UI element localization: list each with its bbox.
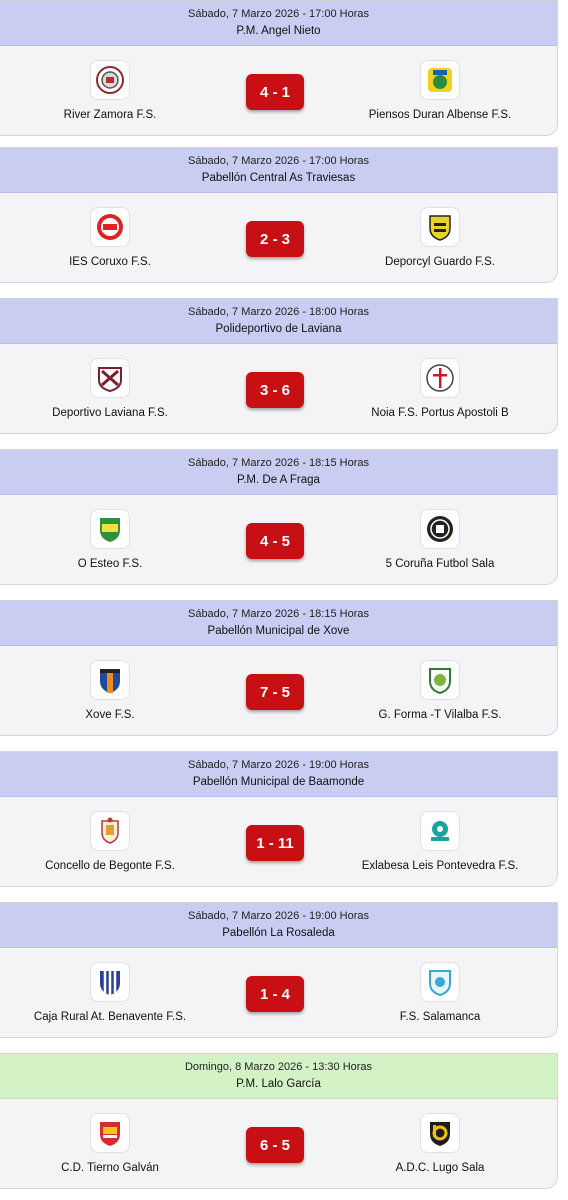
esteo-crest-icon bbox=[90, 509, 130, 549]
salamanca-crest-icon bbox=[420, 962, 460, 1002]
home-team-name: C.D. Tierno Galván bbox=[61, 1162, 159, 1174]
home-team-name: O Esteo F.S. bbox=[77, 558, 143, 570]
match-header bbox=[0, 903, 557, 948]
away-team[interactable] bbox=[325, 1113, 555, 1174]
match-header bbox=[0, 1054, 557, 1099]
match-card[interactable] bbox=[0, 902, 558, 1038]
away-team-name: Deporcyl Guardo F.S. bbox=[385, 256, 495, 268]
home-team-name: Deportivo Laviana F.S. bbox=[52, 407, 168, 419]
match-body bbox=[0, 646, 557, 736]
match-date: Sábado, 7 Marzo 2026 - 18:15 Horas bbox=[187, 608, 369, 620]
away-team-name: A.D.C. Lugo Sala bbox=[395, 1162, 485, 1174]
away-team[interactable] bbox=[325, 207, 555, 268]
match-header bbox=[0, 148, 557, 193]
home-team-name: Concello de Begonte F.S. bbox=[45, 860, 175, 872]
match-header bbox=[0, 752, 557, 797]
match-body bbox=[0, 193, 557, 283]
benavente-crest-icon bbox=[90, 962, 130, 1002]
laviana-crest-icon bbox=[90, 358, 130, 398]
away-team[interactable] bbox=[325, 358, 555, 419]
match-date: Sábado, 7 Marzo 2026 - 17:00 Horas bbox=[187, 155, 369, 167]
away-team-name: Noia F.S. Portus Apostoli B bbox=[371, 407, 509, 419]
score-badge[interactable]: 2 - 3 bbox=[246, 221, 304, 257]
match-date: Sábado, 7 Marzo 2026 - 18:15 Horas bbox=[187, 457, 369, 469]
tierno-galvan-crest-icon bbox=[90, 1113, 130, 1153]
albense-crest-icon bbox=[420, 60, 460, 100]
match-date: Sábado, 7 Marzo 2026 - 19:00 Horas bbox=[187, 759, 369, 771]
match-date: Sábado, 7 Marzo 2026 - 18:00 Horas bbox=[187, 306, 369, 318]
home-team[interactable] bbox=[0, 207, 225, 268]
match-body bbox=[0, 797, 557, 887]
match-venue: P.M. Lalo García bbox=[236, 1078, 321, 1090]
away-team[interactable] bbox=[325, 811, 555, 872]
home-team[interactable] bbox=[0, 962, 225, 1023]
match-body bbox=[0, 46, 557, 136]
begonte-crest-icon bbox=[90, 811, 130, 851]
match-date: Sábado, 7 Marzo 2026 - 17:00 Horas bbox=[187, 8, 369, 20]
away-team[interactable] bbox=[325, 962, 555, 1023]
away-team[interactable] bbox=[325, 60, 555, 121]
home-team[interactable] bbox=[0, 1113, 225, 1174]
xove-crest-icon bbox=[90, 660, 130, 700]
away-team[interactable] bbox=[325, 509, 555, 570]
away-team-name: Exlabesa Leis Pontevedra F.S. bbox=[361, 860, 519, 872]
away-team-name: F.S. Salamanca bbox=[399, 1011, 481, 1023]
coruxo-crest-icon bbox=[90, 207, 130, 247]
pontevedra-crest-icon bbox=[420, 811, 460, 851]
match-venue: Pabellón La Rosaleda bbox=[222, 927, 335, 939]
home-team[interactable] bbox=[0, 660, 225, 721]
match-venue: Pabellón Municipal de Xove bbox=[207, 625, 350, 637]
home-team-name: River Zamora F.S. bbox=[63, 109, 157, 121]
match-card[interactable] bbox=[0, 449, 558, 585]
home-team[interactable] bbox=[0, 358, 225, 419]
match-body bbox=[0, 495, 557, 585]
river-zamora-crest-icon bbox=[90, 60, 130, 100]
away-team-name: 5 Coruña Futbol Sala bbox=[385, 558, 495, 570]
home-team-name: Caja Rural At. Benavente F.S. bbox=[33, 1011, 187, 1023]
lugo-sala-crest-icon bbox=[420, 1113, 460, 1153]
match-date: Domingo, 8 Marzo 2026 - 13:30 Horas bbox=[184, 1061, 373, 1073]
match-card[interactable] bbox=[0, 147, 558, 283]
coruna-crest-icon bbox=[420, 509, 460, 549]
match-header bbox=[0, 299, 557, 344]
noia-crest-icon bbox=[420, 358, 460, 398]
home-team[interactable] bbox=[0, 811, 225, 872]
score-badge[interactable]: 6 - 5 bbox=[246, 1127, 304, 1163]
guardo-crest-icon bbox=[420, 207, 460, 247]
match-card[interactable] bbox=[0, 0, 558, 136]
score-badge[interactable]: 7 - 5 bbox=[246, 674, 304, 710]
match-card[interactable] bbox=[0, 298, 558, 434]
match-card[interactable] bbox=[0, 751, 558, 887]
away-team-name: G. Forma -T Vilalba F.S. bbox=[378, 709, 502, 721]
home-team-name: IES Coruxo F.S. bbox=[69, 256, 151, 268]
match-body bbox=[0, 1099, 557, 1189]
match-header bbox=[0, 1, 557, 46]
home-team[interactable] bbox=[0, 60, 225, 121]
home-team[interactable] bbox=[0, 509, 225, 570]
away-team-name: Piensos Duran Albense F.S. bbox=[368, 109, 512, 121]
match-venue: P.M. De A Fraga bbox=[237, 474, 320, 486]
score-badge[interactable]: 1 - 11 bbox=[246, 825, 304, 861]
match-card[interactable] bbox=[0, 600, 558, 736]
match-venue: Polideportivo de Laviana bbox=[215, 323, 342, 335]
match-venue: Pabellón Central As Traviesas bbox=[201, 172, 356, 184]
score-badge[interactable]: 4 - 1 bbox=[246, 74, 304, 110]
match-date: Sábado, 7 Marzo 2026 - 19:00 Horas bbox=[187, 910, 369, 922]
score-badge[interactable]: 3 - 6 bbox=[246, 372, 304, 408]
match-header bbox=[0, 601, 557, 646]
home-team-name: Xove F.S. bbox=[85, 709, 135, 721]
match-venue: P.M. Angel Nieto bbox=[236, 25, 321, 37]
score-badge[interactable]: 1 - 4 bbox=[246, 976, 304, 1012]
score-badge[interactable]: 4 - 5 bbox=[246, 523, 304, 559]
match-venue: Pabellón Municipal de Baamonde bbox=[192, 776, 365, 788]
match-body bbox=[0, 344, 557, 434]
match-body bbox=[0, 948, 557, 1038]
match-header bbox=[0, 450, 557, 495]
match-card[interactable] bbox=[0, 1053, 558, 1189]
away-team[interactable] bbox=[325, 660, 555, 721]
vilalba-crest-icon bbox=[420, 660, 460, 700]
